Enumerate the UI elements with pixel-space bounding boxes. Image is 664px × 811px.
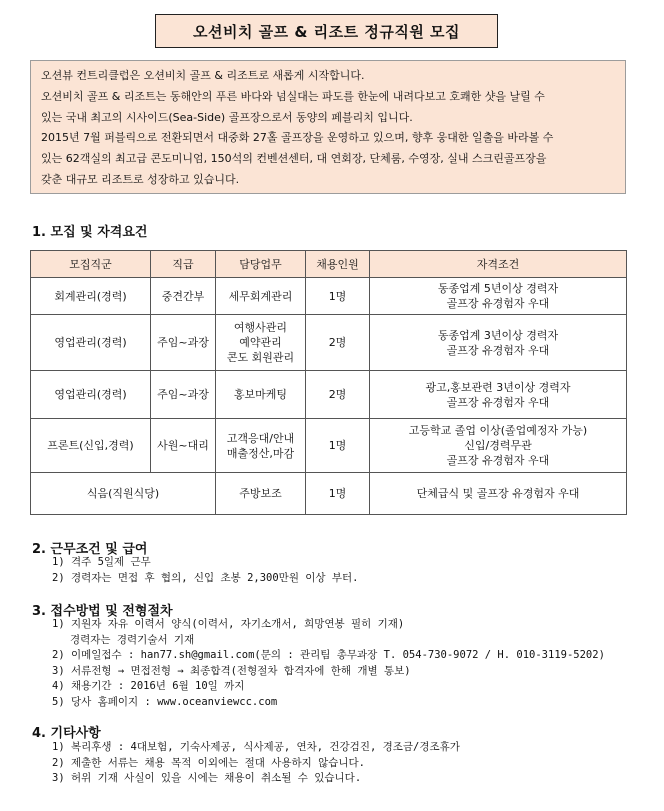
- cell-duty: [216, 371, 306, 419]
- cell-qualification: [370, 419, 627, 473]
- intro-line: 갖춘 대규모 리조트로 성장하고 있습니다.: [41, 172, 240, 186]
- header-qualification: 자격조건: [370, 251, 627, 278]
- qual-line: 동종업계 5년이상 경력자: [437, 282, 559, 295]
- list-item: 3) 허위 기재 사실이 있을 시에는 채용이 취소될 수 있습니다.: [52, 772, 362, 785]
- list-item: 2) 제출한 서류는 채용 목적 이외에는 절대 사용하지 않습니다.: [52, 756, 365, 769]
- cell-rank: 사원~대리: [151, 419, 216, 473]
- cell-qualification: [370, 278, 627, 315]
- cell-group: 영업관리(경력): [31, 371, 151, 419]
- list-item: 3) 서류전형 → 면접전형 → 최종합격(전형절차 합격자에 한해 개별 통보): [52, 664, 411, 677]
- header-count: 채용인원: [306, 251, 370, 278]
- section-heading-requirements: 1. 모집 및 자격요건: [32, 225, 148, 240]
- table-row: [31, 278, 627, 315]
- qual-line: 골프장 유경험자 우대: [446, 343, 550, 357]
- qual-line: 골프장 유경험자 우대: [446, 395, 550, 409]
- cell-count: 2명: [306, 371, 370, 419]
- application-list: [52, 617, 605, 711]
- qual-line: 신입/경력무관: [464, 439, 532, 452]
- duty-line: 주방보조: [239, 487, 282, 500]
- cell-duty: [216, 473, 306, 515]
- section-heading-misc: 4. 기타사항: [32, 726, 101, 741]
- intro-line: 오션비치 골프 & 리조트는 동해안의 푸른 바다와 넘실대는 파도를 한눈에 내려다보고 호쾌한 샷을 날릴 수: [41, 89, 545, 103]
- qual-line: 골프장 유경험자 우대: [446, 297, 550, 310]
- table-header-row: [31, 251, 627, 278]
- cell-qualification: [370, 371, 627, 419]
- duty-line: 매출정산,마감: [226, 446, 295, 460]
- duty-line: 세무회계관리: [228, 289, 293, 303]
- duty-line: 홍보마케팅: [233, 388, 288, 401]
- list-item: 경력자는 경력기술서 기재: [70, 633, 195, 646]
- cell-count: 2명: [306, 315, 370, 371]
- cell-group: 영업관리(경력): [31, 315, 151, 371]
- cell-count: 1명: [306, 278, 370, 315]
- duty-line: 고객응대/안내: [226, 431, 295, 445]
- intro-box: [30, 60, 626, 194]
- cell-count: 1명: [306, 419, 370, 473]
- intro-line: 2015년 7월 퍼블릭으로 전환되면서 대중화 27홀 골프장을 운영하고 있으며, 향후 웅대한 일출을 바라볼 수: [41, 131, 554, 145]
- duty-line: 예약관리: [239, 336, 282, 349]
- header-rank: 직급: [151, 251, 216, 278]
- list-item: 2) 경력자는 면접 후 협의, 신입 초봉 2,300만원 이상 부터.: [52, 571, 359, 584]
- conditions-list: [52, 555, 359, 586]
- cell-group: 프론트(신입,경력): [31, 419, 151, 473]
- misc-list: [52, 740, 460, 787]
- list-item: 1) 복리후생 : 4대보험, 기숙사제공, 식사제공, 연차, 건강검진, 경조금/경조휴가: [52, 741, 460, 753]
- duty-line: 여행사관리: [233, 321, 288, 334]
- cell-count: 1명: [306, 473, 370, 515]
- section-heading-application: 3. 접수방법 및 전형절차: [32, 604, 173, 619]
- table-row: [31, 315, 627, 371]
- duty-line: 콘도 회원관리: [226, 351, 295, 364]
- intro-line: 오션뷰 컨트리클럽은 오션비치 골프 & 리조트로 새롭게 시작합니다.: [41, 69, 365, 82]
- requirements-table: [30, 250, 627, 515]
- cell-rank: 주임~과장: [151, 371, 216, 419]
- cell-qualification: [370, 473, 627, 515]
- cell-group: 식음(직원식당): [31, 473, 216, 515]
- qual-line: 광고,홍보관련 3년이상 경력자: [425, 380, 571, 394]
- table-row: [31, 419, 627, 473]
- cell-rank: 중견간부: [151, 278, 216, 315]
- section-heading-conditions: 2. 근무조건 및 급여: [32, 542, 148, 557]
- cell-duty: [216, 315, 306, 371]
- cell-group: 회계관리(경력): [31, 278, 151, 315]
- qual-line: 단체급식 및 골프장 유경험자 우대: [416, 487, 580, 500]
- intro-line: 있는 국내 최고의 시사이드(Sea-Side) 골프장으로서 동양의 페블리치 입니다.: [41, 110, 413, 124]
- cell-duty: [216, 278, 306, 315]
- table-row: [31, 473, 627, 515]
- qual-line: 고등학교 졸업 이상(졸업예정자 가능): [408, 424, 588, 437]
- page-title: 오션비치 골프 & 리조트 정규직원 모집: [155, 14, 498, 48]
- list-item: 1) 지원자 자유 이력서 양식(이력서, 자기소개서, 희망연봉 필히 기재): [52, 618, 405, 630]
- list-item: 2) 이메일접수 : han77.sh@gmail.com(문의 : 관리팀 총무과장 T. 054-730-9072 / H. 010-3119-5202): [52, 649, 605, 662]
- list-item: 1) 격주 5일제 근무: [52, 556, 151, 568]
- table-row: [31, 371, 627, 419]
- header-group: 모집직군: [31, 251, 151, 278]
- qual-line: 동종업계 3년이상 경력자: [437, 328, 559, 342]
- list-item: 5) 당사 홈페이지 : www.oceanviewcc.com: [52, 695, 278, 708]
- list-item: 4) 채용기간 : 2016년 6월 10일 까지: [52, 680, 245, 693]
- intro-line: 있는 62객실의 최고급 콘도미니엄, 150석의 컨벤션센터, 대 연회장, 단체룸, 수영장, 실내 스크린골프장을: [41, 152, 547, 166]
- cell-rank: 주임~과장: [151, 315, 216, 371]
- header-duty: 담당업무: [216, 251, 306, 278]
- cell-duty: [216, 419, 306, 473]
- qual-line: 골프장 유경험자 우대: [446, 454, 550, 467]
- cell-qualification: [370, 315, 627, 371]
